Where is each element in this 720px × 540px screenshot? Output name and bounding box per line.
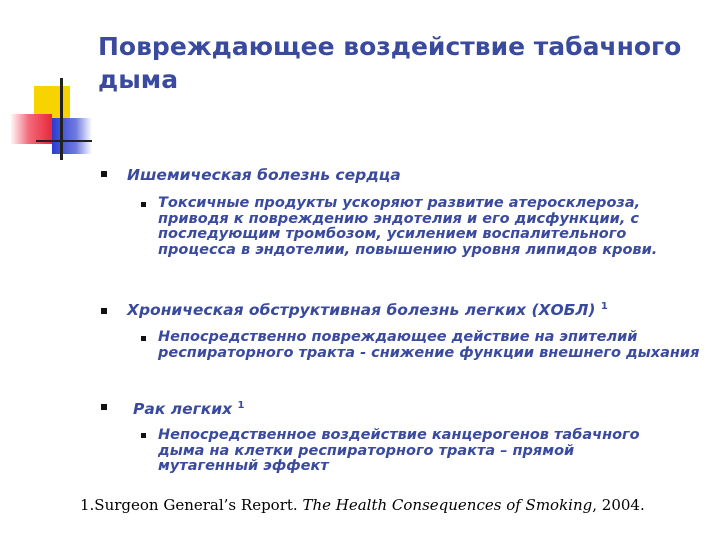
section-heading: Рак легких $^1$	[133, 400, 245, 419]
bullet-square-icon	[101, 404, 107, 410]
sub-bullet-square-icon	[141, 336, 146, 341]
section-heading: Хроническая обструктивная болезнь легких (ХОБЛ) $^1$	[127, 301, 608, 320]
sub-bullet-square-icon	[141, 433, 146, 438]
bullet-square-icon	[101, 171, 107, 177]
footnote-reference: 1.Surgeon General’s Report. The Health Consequences of Smoking, 2004.	[80, 496, 645, 514]
section-detail: Непосредственно повреждающее действие на эпителий респираторного тракта - снижение функции внешнего дыхания	[158, 329, 700, 361]
sub-bullet-square-icon	[141, 202, 146, 207]
section-detail: Токсичные продукты ускоряют развитие атеросклероза, приводя к повреждению эндотелия и его дисфункции, с последующим тромбозом, усилением воспалительного процесса в эндотелии, повышению уровня липидов крови.	[158, 195, 658, 258]
bullet-square-icon	[101, 308, 107, 314]
section-heading: Ишемическая болезнь сердца	[127, 166, 401, 185]
slide-title: Повреждающее воздействие табачного дыма	[98, 32, 682, 94]
section-detail: Непосредственное воздействие канцерогенов табачного дыма на клетки респираторного тракта – прямой мутагенный эффект	[158, 427, 640, 475]
